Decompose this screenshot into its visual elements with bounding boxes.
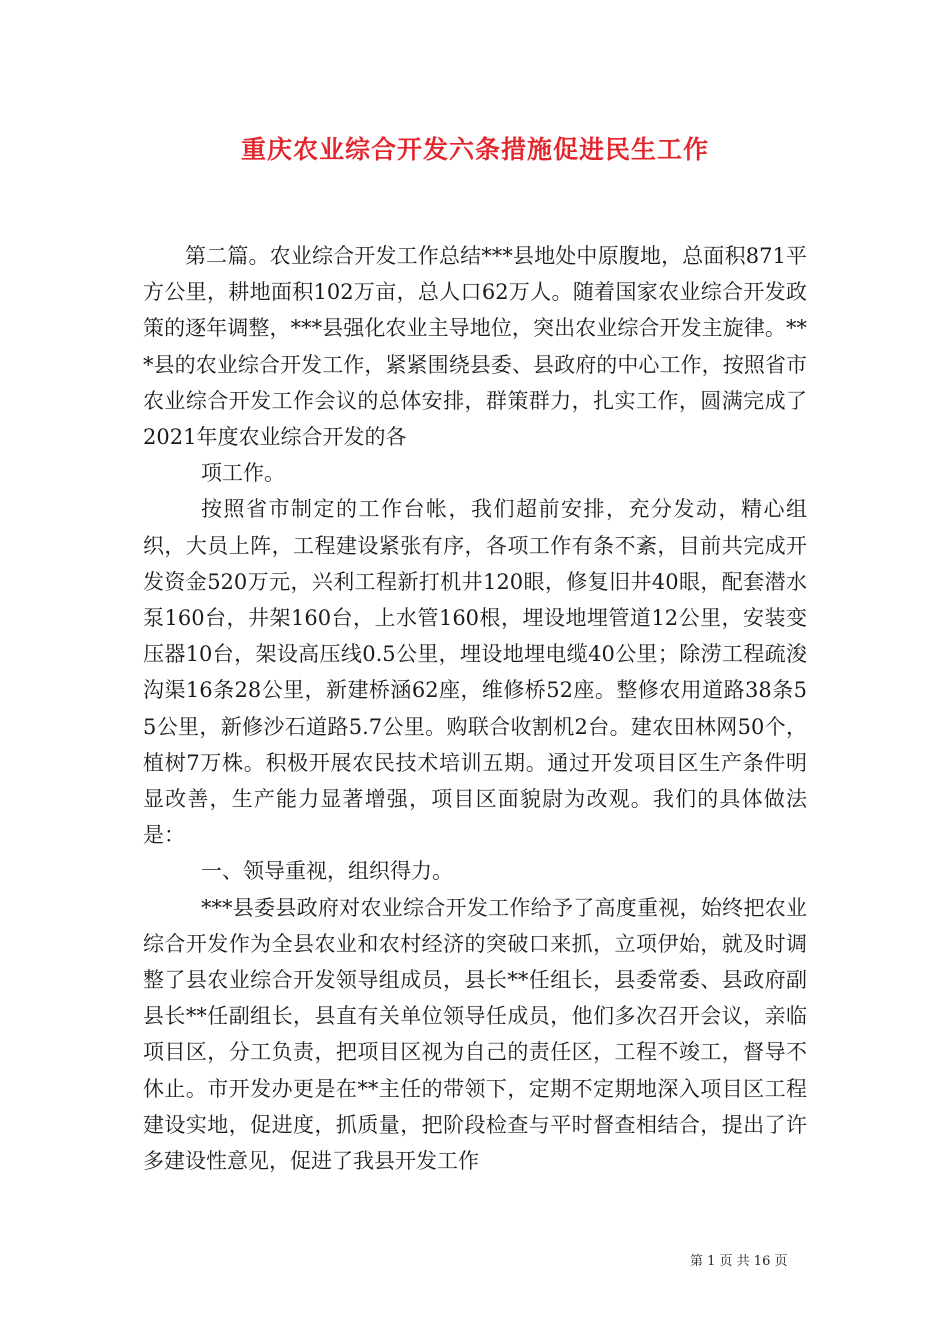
section-heading-leadership: 一、领导重视，组织得力。 bbox=[201, 859, 453, 884]
paragraph-intro: 第二篇。农业综合开发工作总结***县地处中原腹地，总面积871平方公里，耕地面积102万亩，总人口62万人。随着国家农业综合开发政策的逐年调整，***县强化农业主导地位，突出农业综合开发主旋律。***县的农业综合开发工作，紧紧围绕县委、县政府的中心工作，按照省市农业综合开发工作会议的总体安排，群策群力，扎实工作，圆满完成了2021年度农业综合开发的各 bbox=[143, 244, 807, 450]
document-title: 重庆农业综合开发六条措施促进民生工作 bbox=[240, 135, 709, 164]
paragraph-achievements: 按照省市制定的工作台帐，我们超前安排，充分发动，精心组织，大员上阵，工程建设紧张有序，各项工作有条不紊，目前共完成开发资金520万元，兴利工程新打机井120眼，修复旧井40眼，配套潜水泵160台，井架160台，上水管160根，埋设地埋管道12公里，安装变压器10台，架设高压线0.5公里，埋设地埋电缆40公里；除涝工程疏浚沟渠16条28公里，新建桥涵62座，维修桥52座。整修农用道路38条55公里，新修沙石道路5.7公里。购联合收割机2台。建农田林网50个，植树7万株。积极开展农民技术培训五期。通过开发项目区生产条件明显改善，生产能力显著增强，项目区面貌尉为改观。我们的具体做法是： bbox=[143, 497, 807, 848]
paragraph-leadership: ***县委县政府对农业综合开发工作给予了高度重视，始终把农业综合开发作为全县农业和农村经济的突破口来抓，立项伊始，就及时调整了县农业综合开发领导组成员，县长**任组长，县委常委、县政府副县长**任副组长，县直有关单位领导任成员，他们多次召开会议，亲临项目区，分工负责，把项目区视为自己的责任区，工程不竣工，督导不休止。市开发办更是在**主任的带领下，定期不定期地深入项目区工程建设实地，促进度，抓质量，把阶段检查与平时督查相结合，提出了许多建设性意见，促进了我县开发工作 bbox=[143, 895, 807, 1174]
page-number: 第 1 页 共 16 页 bbox=[690, 1254, 788, 1269]
document-body bbox=[143, 238, 807, 1179]
paragraph-continuation: 项工作。 bbox=[201, 461, 285, 486]
